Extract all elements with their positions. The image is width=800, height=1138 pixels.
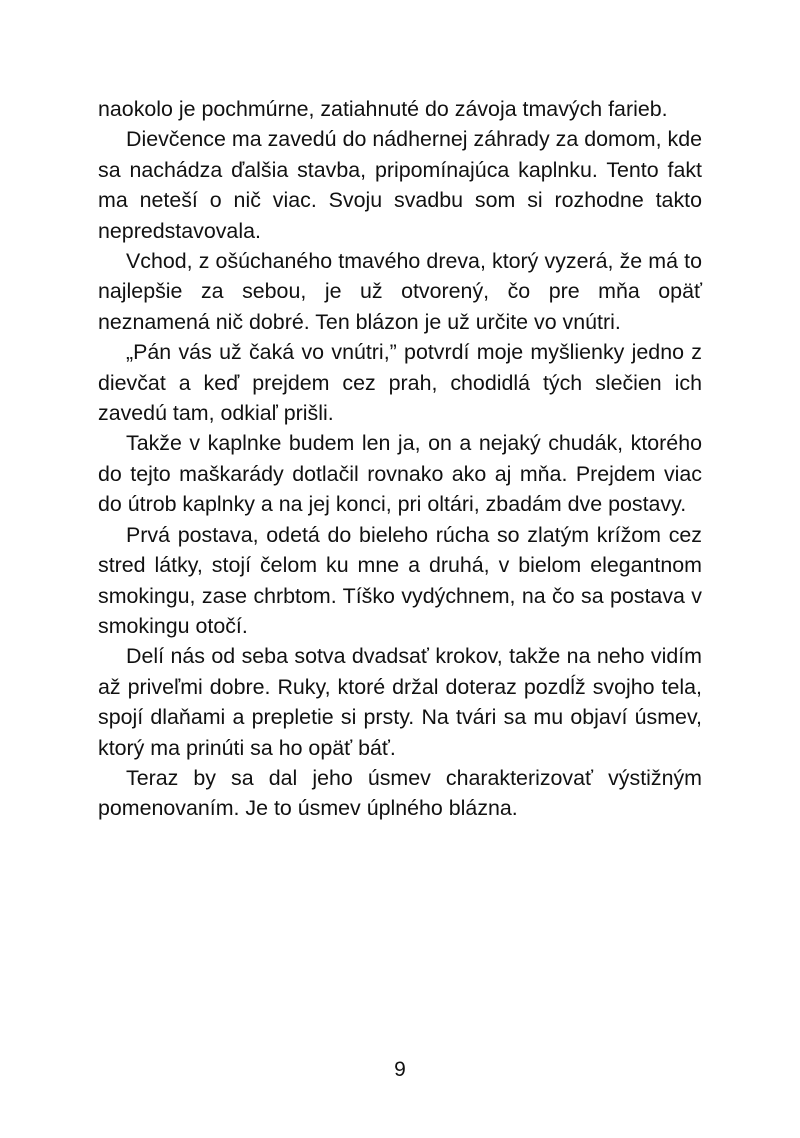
paragraph: Dievčence ma zavedú do nádhernej záhrady za domom, kde sa nachádza ďalšia stavba, pripomínajúca kaplnku. Tento fakt ma neteší o nič viac. Svoju svadbu som si rozhodne takto nepredstavovala. (98, 127, 702, 243)
body-text (98, 94, 702, 824)
paragraph: Delí nás od seba sotva dvadsať krokov, takže na neho vidím až priveľmi dobre. Ruky, ktoré držal doteraz pozdĺž svojho tela, spojí dlaňami a prepletie si prsty. Na tvári sa mu objaví úsmev, ktorý ma prinúti sa ho opäť báť. (98, 644, 702, 760)
paragraph: Teraz by sa dal jeho úsmev charakterizovať výstižným pomenovaním. Je to úsmev úplného blázna. (98, 765, 702, 821)
page-number: 9 (394, 1058, 406, 1081)
paragraph: Prvá postava, odetá do bieleho rúcha so zlatým krížom cez stred látky, stojí čelom ku mne a druhá, v bielom elegantnom smokingu, zase chrbtom. Tíško vydýchnem, na čo sa postava v smokingu otočí. (98, 522, 702, 638)
paragraph: Vchod, z ošúchaného tmavého dreva, ktorý vyzerá, že má to najlepšie za sebou, je už otvorený, čo pre mňa opäť neznamená nič dobré. Ten blázon je už určite vo vnútri. (98, 249, 702, 334)
paragraph: „Pán vás už čaká vo vnútri,” potvrdí moje myšlienky jedno z dievčat a keď prejdem cez prah, chodidlá tých slečien ich zavedú tam, odkiaľ prišli. (98, 340, 702, 426)
paragraph-continued: naokolo je pochmúrne, zatiahnuté do závoja tmavých farieb. (98, 97, 668, 121)
paragraph: Takže v kaplnke budem len ja, on a nejaký chudák, ktorého do tejto maškarády dotlačil rovnako ako aj mňa. Prejdem viac do útrob kaplnky a na jej konci, pri oltári, zbadám dve postavy. (98, 431, 702, 517)
